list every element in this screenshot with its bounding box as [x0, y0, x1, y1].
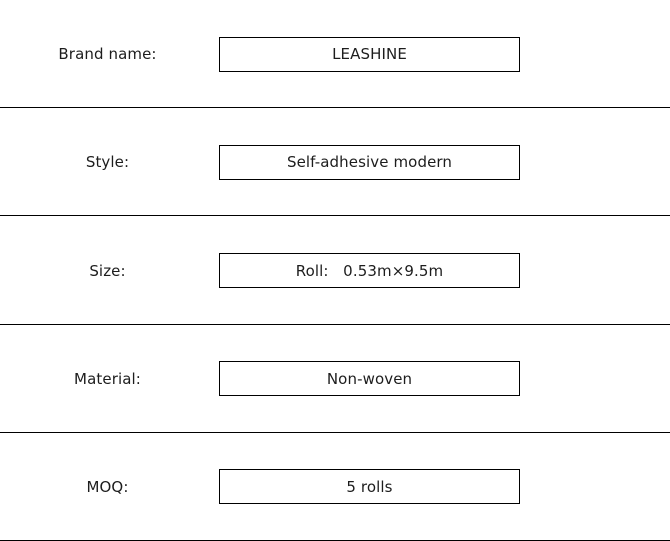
- row-label-moq: MOQ:: [86, 477, 129, 496]
- row-value-box-brand-name: [219, 37, 520, 72]
- row-value-material: Non-woven: [326, 369, 413, 388]
- row-label-material: Material:: [74, 369, 141, 388]
- row-value-box-moq: [219, 469, 520, 504]
- table-row: [0, 433, 670, 541]
- row-value-size: Roll: 0.53m×9.5m: [295, 261, 444, 280]
- row-label-size: Size:: [89, 261, 126, 280]
- row-value-box-size: [219, 253, 520, 288]
- table-row: [0, 216, 670, 324]
- row-value-style: Self-adhesive modern: [286, 153, 453, 172]
- row-value-moq: 5 rolls: [346, 477, 393, 496]
- row-label-brand-name: Brand name:: [58, 45, 157, 64]
- table-row: [0, 108, 670, 216]
- table-row: [0, 0, 670, 108]
- row-value-box-material: [219, 361, 520, 396]
- row-value-box-style: [219, 145, 520, 180]
- row-label-style: Style:: [85, 153, 130, 172]
- row-value-brand-name: LEASHINE: [332, 45, 407, 64]
- table-row: [0, 325, 670, 433]
